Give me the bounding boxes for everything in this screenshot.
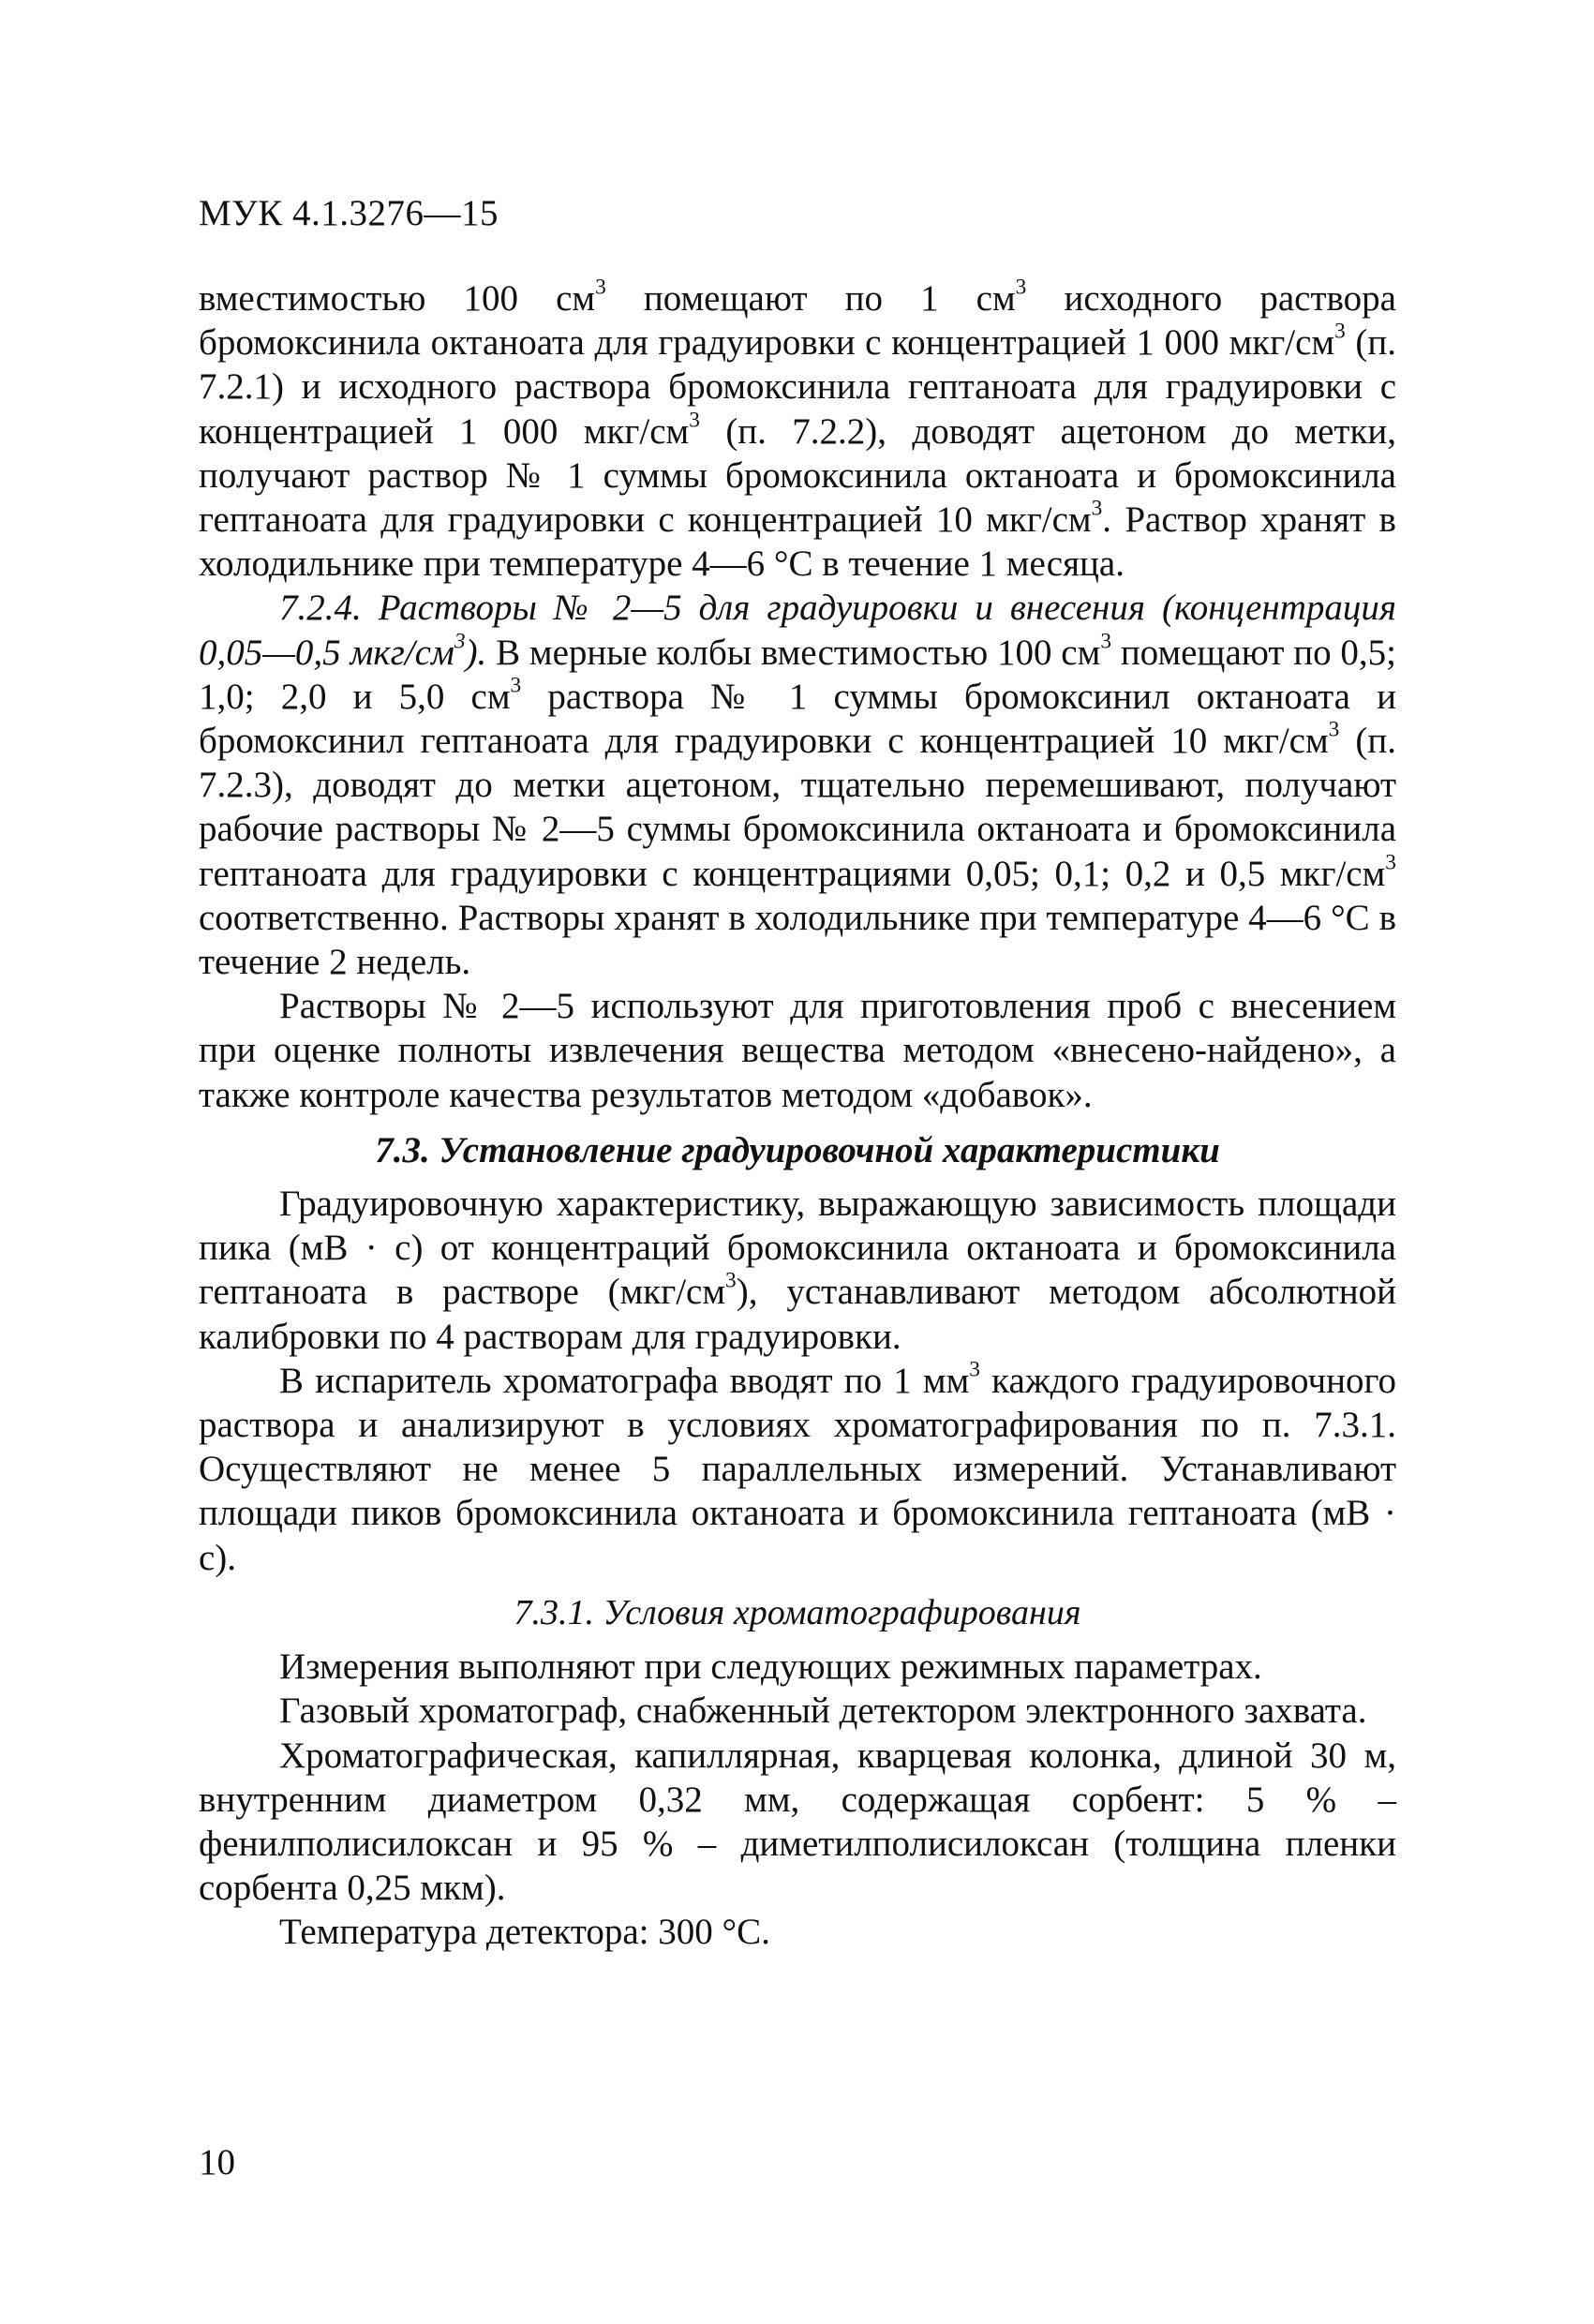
text-run: ), устанавливают методом абсолютной калибровки по 4 растворам для градуировки. <box>199 1272 1396 1357</box>
superscript: 3 <box>454 629 466 654</box>
superscript: 3 <box>1100 629 1112 654</box>
paragraph-injection <box>199 1359 1396 1580</box>
superscript: 3 <box>510 673 522 698</box>
text-run: В мерные колбы вместимостью 100 см <box>486 632 1101 673</box>
paragraph-calibration <box>199 1182 1396 1359</box>
text-run: соответственно. Растворы хранят в холодильнике при температуре 4—6 °С в течение 2 недель. <box>199 897 1396 983</box>
text-run: 7.2.4. Растворы № 2—5 для градуировки и внесения (концентрация 0,05—0,5 мкг/см <box>199 588 1396 673</box>
superscript: 3 <box>969 1357 980 1382</box>
paragraph-column: Хроматографическая, капиллярная, кварцевая колонка, длиной 30 м, внутренним диаметром 0,32 мм, содержащая сорбент: 5 % – фенилполисилоксан и 95 % – диметилполисилоксан (толщина пленки сорбента 0,25 мкм). <box>199 1735 1396 1909</box>
page-number: 10 <box>199 2142 235 2182</box>
paragraph-chromatograph: Газовый хроматограф, снабженный детектором электронного захвата. <box>279 1691 1367 1732</box>
paragraph-usage: Растворы № 2—5 используют для приготовления проб с внесением при оценке полноты извлечения вещества методом «внесено-найдено», а также контроле качества результатов методом «добавок». <box>199 986 1396 1115</box>
text-run: исходного раствора бромоксинила октаноата для градуировки с концентрацией 1 000 мкг/см <box>199 278 1396 364</box>
document-body <box>199 276 1396 1955</box>
superscript: 3 <box>725 1268 737 1293</box>
text-run: каждого градуировочного раствора и анализируют в условиях хроматографирования по п. 7.3.1. Осуществляют не менее 5 параллельных измерений. Устанавливают площади пиков бромоксинила октаноата и бромоксинила гептаноата (мВ · с). <box>199 1360 1397 1578</box>
text-run: (п. 7.2.1) и исходного раствора бромоксинила гептаноата для градуировки с концентрацией 1 000 мкг/см <box>199 322 1396 452</box>
paragraph-parameters: Измерения выполняют при следующих режимных параметрах. <box>279 1646 1262 1688</box>
text-run: . Раствор хранят в холодильнике при температуре 4—6 °С в течение 1 месяца. <box>199 499 1396 585</box>
superscript: 3 <box>1015 275 1027 300</box>
text-run: раствора № 1 суммы бромоксинил октаноата и бромоксинил гептаноата для градуировки с концентрацией 10 мкг/см <box>199 676 1396 762</box>
text-run: помещают по 1 см <box>605 278 1016 319</box>
paragraph-detector-temperature: Температура детектора: 300 °С. <box>279 1912 770 1953</box>
text-run: В испаритель хроматографа вводят по 1 мм <box>279 1360 970 1401</box>
text-run: (п. 7.2.2), доводят ацетоном до метки, получают раствор № 1 суммы бромоксинила октаноата и бромоксинила гептаноата для градуировки с концентрацией 10 мкг/см <box>199 410 1397 541</box>
section-heading-7-3: 7.3. Установление градуировочной характеристики <box>375 1129 1220 1170</box>
document-header: МУК 4.1.3276—15 <box>199 193 499 233</box>
paragraph-solutions-2-5 <box>199 586 1396 984</box>
text-run: помещают по 0,5; 1,0; 2,0 и 5,0 см <box>199 632 1396 717</box>
superscript: 3 <box>595 275 606 300</box>
text-run: ). <box>465 632 487 673</box>
section-heading-7-3-1: 7.3.1. Условия хроматографирования <box>514 1592 1081 1632</box>
superscript: 3 <box>689 408 700 433</box>
text-run: Градуировочную характеристику, выражающую зависимость площади пика (мВ · с) от концентраций бромоксинила октаноата и бромоксинила гептаноата в растворе (мкг/см <box>199 1184 1396 1313</box>
superscript: 3 <box>1385 850 1396 875</box>
text-run: (п. 7.2.3), доводят до метки ацетоном, тщательно перемешивают, получают рабочие растворы № 2—5 суммы бромоксинила октаноата и бромоксинила гептаноата для градуировки с концентрациями 0,05; 0,1; 0,2 и 0,5 мкг/см <box>199 721 1397 894</box>
superscript: 3 <box>1334 319 1346 344</box>
superscript: 3 <box>1328 717 1340 742</box>
text-run: вместимостью 100 см <box>199 278 596 319</box>
superscript: 3 <box>1091 496 1103 521</box>
paragraph-solution-1 <box>199 276 1396 586</box>
